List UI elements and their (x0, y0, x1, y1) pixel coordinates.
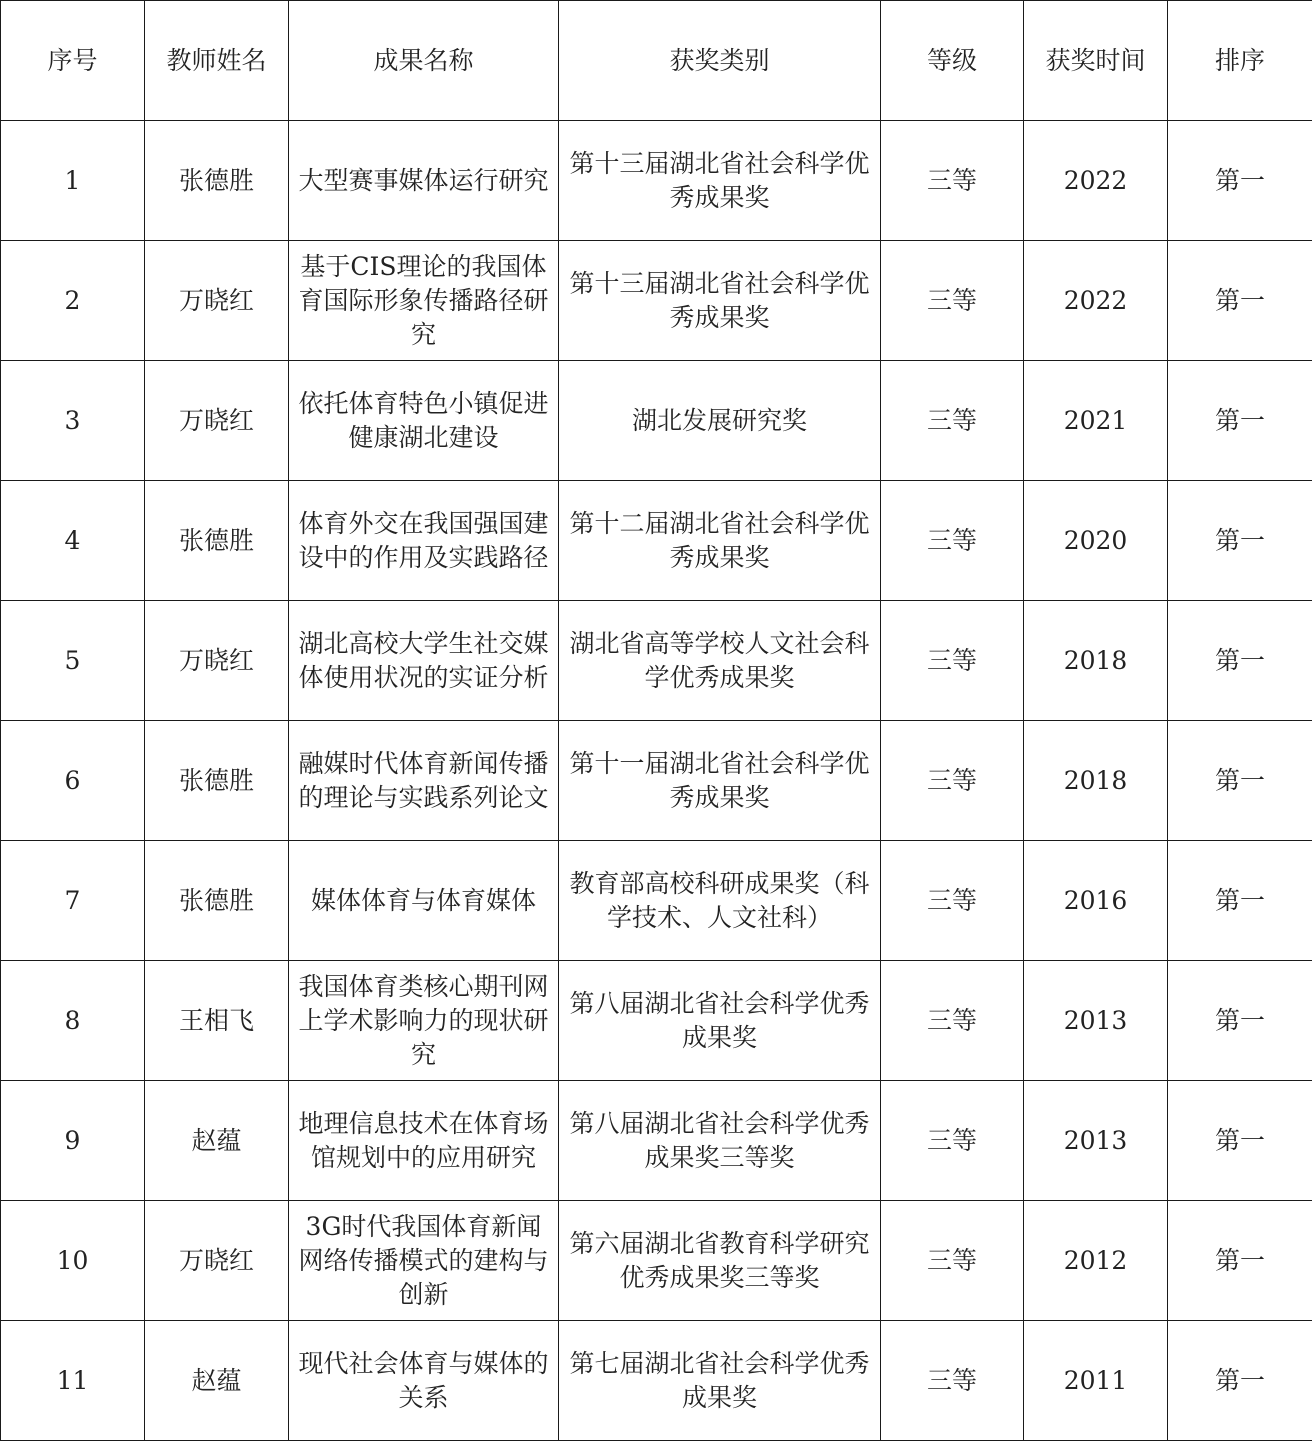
cell-rank: 第一 (1168, 1201, 1312, 1321)
header-award-category: 获奖类别 (559, 1, 881, 121)
cell-achievement-name: 现代社会体育与媒体的关系 (289, 1321, 559, 1441)
cell-achievement-name: 依托体育特色小镇促进健康湖北建设 (289, 361, 559, 481)
cell-award-year: 2013 (1024, 1081, 1168, 1201)
cell-teacher-name: 张德胜 (145, 121, 289, 241)
cell-achievement-name: 媒体体育与体育媒体 (289, 841, 559, 961)
cell-rank: 第一 (1168, 841, 1312, 961)
cell-award-year: 2022 (1024, 121, 1168, 241)
table-row (1, 601, 1312, 721)
cell-rank: 第一 (1168, 1321, 1312, 1441)
table-row (1, 241, 1312, 361)
cell-grade: 三等 (881, 1081, 1024, 1201)
cell-achievement-name: 融媒时代体育新闻传播的理论与实践系列论文 (289, 721, 559, 841)
cell-achievement-name: 基于CIS理论的我国体育国际形象传播路径研究 (289, 241, 559, 361)
cell-award-year: 2016 (1024, 841, 1168, 961)
table-row (1, 1081, 1312, 1201)
cell-rank: 第一 (1168, 1081, 1312, 1201)
header-teacher-name: 教师姓名 (145, 1, 289, 121)
header-index: 序号 (1, 1, 145, 121)
cell-index: 2 (1, 241, 145, 361)
cell-index: 6 (1, 721, 145, 841)
cell-grade: 三等 (881, 841, 1024, 961)
header-achievement-name: 成果名称 (289, 1, 559, 121)
cell-rank: 第一 (1168, 601, 1312, 721)
cell-award-category: 第十二届湖北省社会科学优秀成果奖 (559, 481, 881, 601)
cell-index: 7 (1, 841, 145, 961)
cell-teacher-name: 万晓红 (145, 601, 289, 721)
cell-award-category: 第十三届湖北省社会科学优秀成果奖 (559, 121, 881, 241)
cell-grade: 三等 (881, 481, 1024, 601)
cell-rank: 第一 (1168, 721, 1312, 841)
table-row (1, 841, 1312, 961)
cell-grade: 三等 (881, 1201, 1024, 1321)
table-row (1, 481, 1312, 601)
table-row (1, 961, 1312, 1081)
cell-award-year: 2011 (1024, 1321, 1168, 1441)
cell-award-category: 第六届湖北省教育科学研究优秀成果奖三等奖 (559, 1201, 881, 1321)
cell-teacher-name: 万晓红 (145, 361, 289, 481)
table-row (1, 121, 1312, 241)
cell-index: 3 (1, 361, 145, 481)
cell-index: 5 (1, 601, 145, 721)
cell-achievement-name: 我国体育类核心期刊网上学术影响力的现状研究 (289, 961, 559, 1081)
cell-grade: 三等 (881, 121, 1024, 241)
cell-teacher-name: 赵蕴 (145, 1321, 289, 1441)
cell-award-year: 2013 (1024, 961, 1168, 1081)
cell-index: 11 (1, 1321, 145, 1441)
cell-award-category: 第十三届湖北省社会科学优秀成果奖 (559, 241, 881, 361)
header-rank: 排序 (1168, 1, 1312, 121)
cell-index: 8 (1, 961, 145, 1081)
table-row (1, 1321, 1312, 1441)
cell-award-year: 2018 (1024, 601, 1168, 721)
header-award-year: 获奖时间 (1024, 1, 1168, 121)
cell-achievement-name: 大型赛事媒体运行研究 (289, 121, 559, 241)
cell-index: 10 (1, 1201, 145, 1321)
cell-rank: 第一 (1168, 241, 1312, 361)
cell-award-year: 2018 (1024, 721, 1168, 841)
cell-award-year: 2022 (1024, 241, 1168, 361)
cell-rank: 第一 (1168, 961, 1312, 1081)
cell-rank: 第一 (1168, 121, 1312, 241)
header-grade: 等级 (881, 1, 1024, 121)
cell-grade: 三等 (881, 601, 1024, 721)
cell-grade: 三等 (881, 721, 1024, 841)
cell-achievement-name: 体育外交在我国强国建设中的作用及实践路径 (289, 481, 559, 601)
cell-award-year: 2020 (1024, 481, 1168, 601)
cell-award-category: 第八届湖北省社会科学优秀成果奖 (559, 961, 881, 1081)
cell-teacher-name: 张德胜 (145, 721, 289, 841)
cell-award-category: 第十一届湖北省社会科学优秀成果奖 (559, 721, 881, 841)
cell-achievement-name: 湖北高校大学生社交媒体使用状况的实证分析 (289, 601, 559, 721)
cell-achievement-name: 地理信息技术在体育场馆规划中的应用研究 (289, 1081, 559, 1201)
cell-teacher-name: 万晓红 (145, 1201, 289, 1321)
header-row (1, 1, 1312, 121)
cell-index: 4 (1, 481, 145, 601)
cell-award-category: 第八届湖北省社会科学优秀成果奖三等奖 (559, 1081, 881, 1201)
cell-teacher-name: 张德胜 (145, 841, 289, 961)
cell-grade: 三等 (881, 241, 1024, 361)
cell-grade: 三等 (881, 961, 1024, 1081)
cell-grade: 三等 (881, 361, 1024, 481)
cell-award-year: 2021 (1024, 361, 1168, 481)
table-row (1, 1201, 1312, 1321)
table-row (1, 721, 1312, 841)
cell-award-category: 第七届湖北省社会科学优秀成果奖 (559, 1321, 881, 1441)
cell-index: 1 (1, 121, 145, 241)
cell-rank: 第一 (1168, 361, 1312, 481)
cell-award-category: 湖北省高等学校人文社会科学优秀成果奖 (559, 601, 881, 721)
cell-teacher-name: 万晓红 (145, 241, 289, 361)
cell-award-year: 2012 (1024, 1201, 1168, 1321)
cell-award-category: 湖北发展研究奖 (559, 361, 881, 481)
cell-teacher-name: 张德胜 (145, 481, 289, 601)
cell-teacher-name: 王相飞 (145, 961, 289, 1081)
cell-achievement-name: 3G时代我国体育新闻网络传播模式的建构与创新 (289, 1201, 559, 1321)
cell-rank: 第一 (1168, 481, 1312, 601)
table-row (1, 361, 1312, 481)
cell-index: 9 (1, 1081, 145, 1201)
table-body (1, 121, 1312, 1441)
cell-teacher-name: 赵蕴 (145, 1081, 289, 1201)
cell-grade: 三等 (881, 1321, 1024, 1441)
cell-award-category: 教育部高校科研成果奖（科学技术、人文社科） (559, 841, 881, 961)
